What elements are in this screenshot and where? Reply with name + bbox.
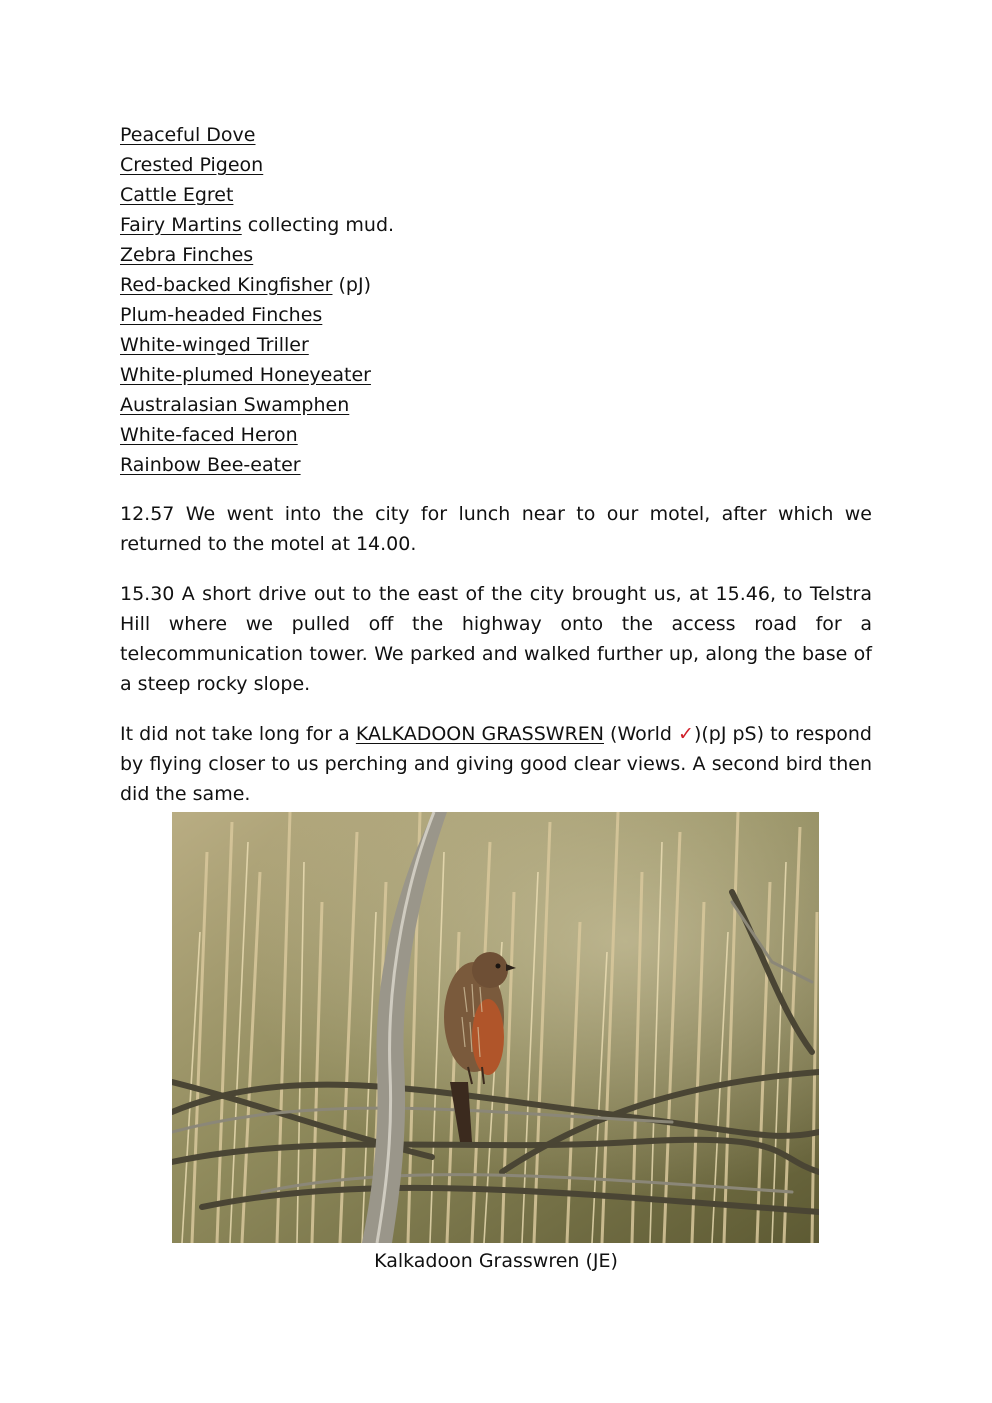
list-item bbox=[120, 151, 872, 181]
paragraph-text-mid: (World bbox=[604, 723, 678, 745]
list-item bbox=[120, 301, 872, 331]
grasswren-photo bbox=[172, 812, 819, 1243]
species-note: (pJ) bbox=[332, 274, 372, 296]
species-name: White-plumed Honeyeater bbox=[120, 364, 371, 386]
species-name: Australasian Swamphen bbox=[120, 394, 350, 416]
list-item bbox=[120, 331, 872, 361]
species-name: Fairy Martins bbox=[120, 214, 242, 236]
list-item bbox=[120, 271, 872, 301]
bird-head bbox=[472, 952, 508, 988]
paragraph-grasswren bbox=[120, 719, 872, 809]
paragraph-text-before: It did not take long for a bbox=[120, 723, 356, 745]
list-item bbox=[120, 121, 872, 151]
paragraph-text-after: )(pJ pS) to respond by flying closer to us perching and giving good clear views. A second bird then did the same. bbox=[120, 723, 872, 805]
species-name: Red-backed Kingfisher bbox=[120, 274, 333, 296]
photo-caption: Kalkadoon Grasswren (JE) bbox=[374, 1250, 618, 1272]
bird-species-list bbox=[120, 121, 872, 481]
species-note: collecting mud. bbox=[241, 214, 395, 236]
list-item bbox=[120, 421, 872, 451]
checkmark-icon: ✓ bbox=[677, 723, 694, 745]
list-item bbox=[120, 361, 872, 391]
species-name: Cattle Egret bbox=[120, 184, 234, 206]
species-name: Crested Pigeon bbox=[120, 154, 264, 176]
bird-flank bbox=[472, 999, 504, 1075]
species-name: Plum-headed Finches bbox=[120, 304, 323, 326]
list-item bbox=[120, 181, 872, 211]
species-name: White-faced Heron bbox=[120, 424, 298, 446]
species-name: Zebra Finches bbox=[120, 244, 254, 266]
paragraph-lunch: 12.57 We went into the city for lunch near to our motel, after which we returned to the motel at 14.00. bbox=[120, 503, 872, 555]
species-name: Peaceful Dove bbox=[120, 124, 256, 146]
list-item bbox=[120, 391, 872, 421]
bird-eye bbox=[496, 964, 501, 969]
list-item bbox=[120, 211, 872, 241]
species-name: White-winged Triller bbox=[120, 334, 309, 356]
species-highlight: KALKADOON GRASSWREN bbox=[355, 723, 604, 745]
text-column bbox=[120, 121, 872, 809]
list-item bbox=[120, 241, 872, 271]
list-item bbox=[120, 451, 872, 481]
species-name: Rainbow Bee-eater bbox=[120, 454, 301, 476]
paragraph-telstra-hill: 15.30 A short drive out to the east of the city brought us, at 15.46, to Telstra Hill where we pulled off the highway onto the access road for a telecommunication tower. We parked and walked further up, along the base of a steep rocky slope. bbox=[120, 583, 872, 695]
